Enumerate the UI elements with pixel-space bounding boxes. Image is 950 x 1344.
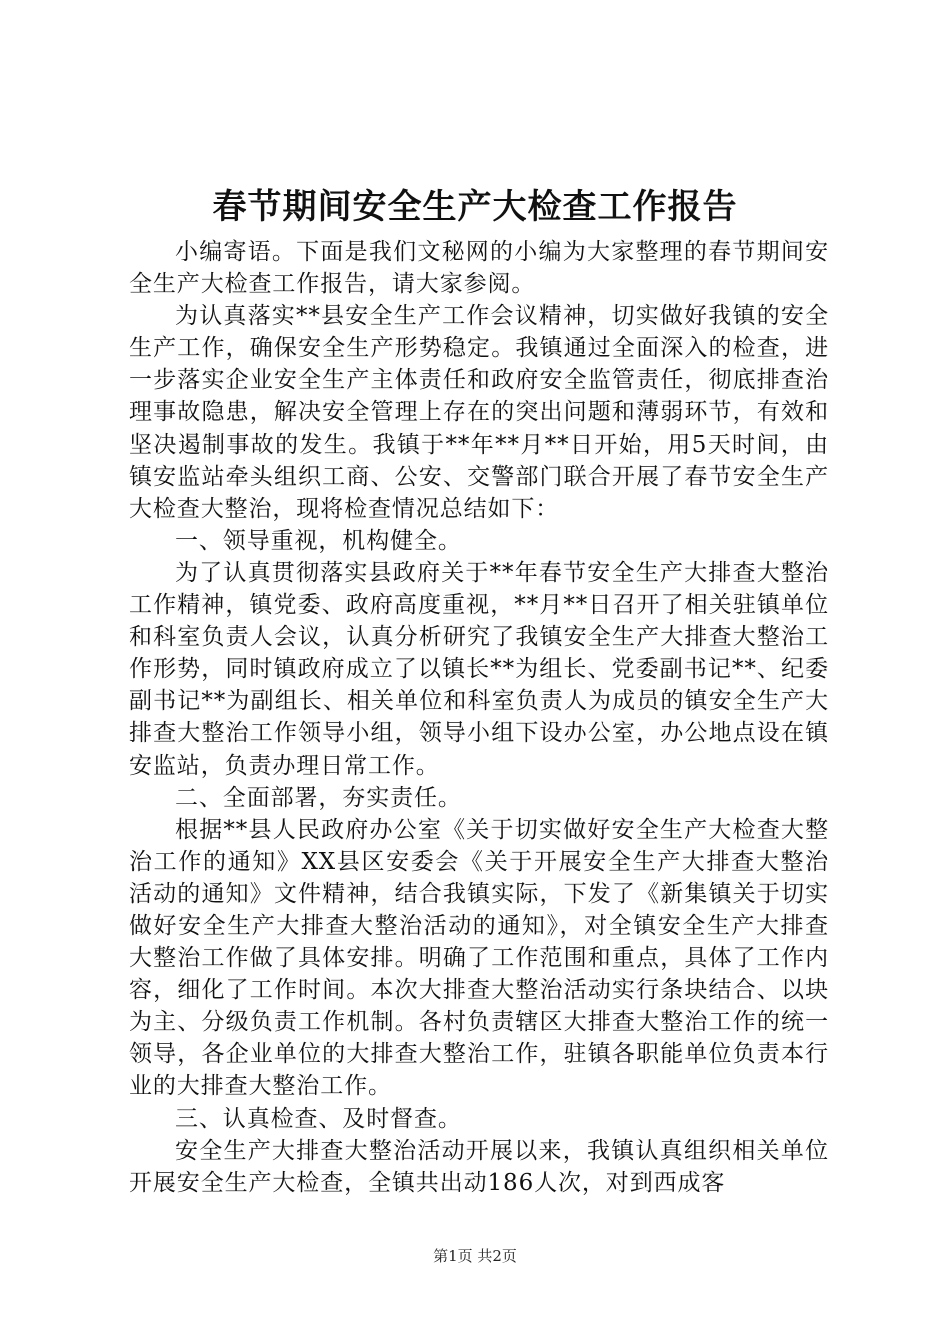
section-heading-3: 三、认真检查、及时督查。 [175, 1105, 462, 1132]
document-title: 春节期间安全生产大检查工作报告 [212, 187, 738, 227]
section-heading-2: 二、全面部署，夯实责任。 [175, 784, 462, 811]
page-number-footer: 第1页 共2页 [433, 1247, 517, 1265]
document-body [129, 236, 829, 1199]
paragraph-section-1: 为了认真贯彻落实县政府关于**年春节安全生产大排查大整治工作精神，镇党委、政府高度重视，**月**日召开了相关驻镇单位和科室负责人会议，认真分析研究了我镇安全生产大排查大整治工作形势，同时镇政府成立了以镇长**为组长、党委副书记**、纪委副书记**为副组长、相关单位和科室负责人为成员的镇安全生产大排查大整治工作领导小组，领导小组下设办公室，办公地点设在镇安监站，负责办理日常工作。 [129, 559, 829, 779]
paragraph-section-2: 根据**县人民政府办公室《关于切实做好安全生产大检查大整治工作的通知》XX县区安委会《关于开展安全生产大排查大整治活动的通知》文件精神，结合我镇实际，下发了《新集镇关于切实做好安全生产大排查大整治活动的通知》，对全镇安全生产大排查大整治工作做了具体安排。明确了工作范围和重点，具体了工作内容，细化了工作时间。本次大排查大整治活动实行条块结合、以块为主、分级负责工作机制。各村负责辖区大排查大整治工作的统一领导，各企业单位的大排查大整治工作，驻镇各职能单位负责本行业的大排查大整治工作。 [129, 816, 829, 1100]
paragraph-overview: 为认真落实**县安全生产工作会议精神，切实做好我镇的安全生产工作，确保安全生产形势稳定。我镇通过全面深入的检查，进一步落实企业安全生产主体责任和政府安全监管责任，彻底排查治理事故隐患，解决安全管理上存在的突出问题和薄弱环节，有效和坚决遏制事故的发生。我镇于**年**月**日开始，用5天时间，由镇安监站牵头组织工商、公安、交警部门联合开展了春节安全生产大检查大整治，现将检查情况总结如下： [129, 303, 829, 522]
paragraph-section-3: 安全生产大排查大整治活动开展以来，我镇认真组织相关单位开展安全生产大检查，全镇共出动186人次，对到西成客 [129, 1137, 829, 1196]
section-heading-1: 一、领导重视，机构健全。 [175, 527, 462, 554]
paragraph-intro: 小编寄语。下面是我们文秘网的小编为大家整理的春节期间安全生产大检查工作报告，请大家参阅。 [129, 239, 829, 298]
